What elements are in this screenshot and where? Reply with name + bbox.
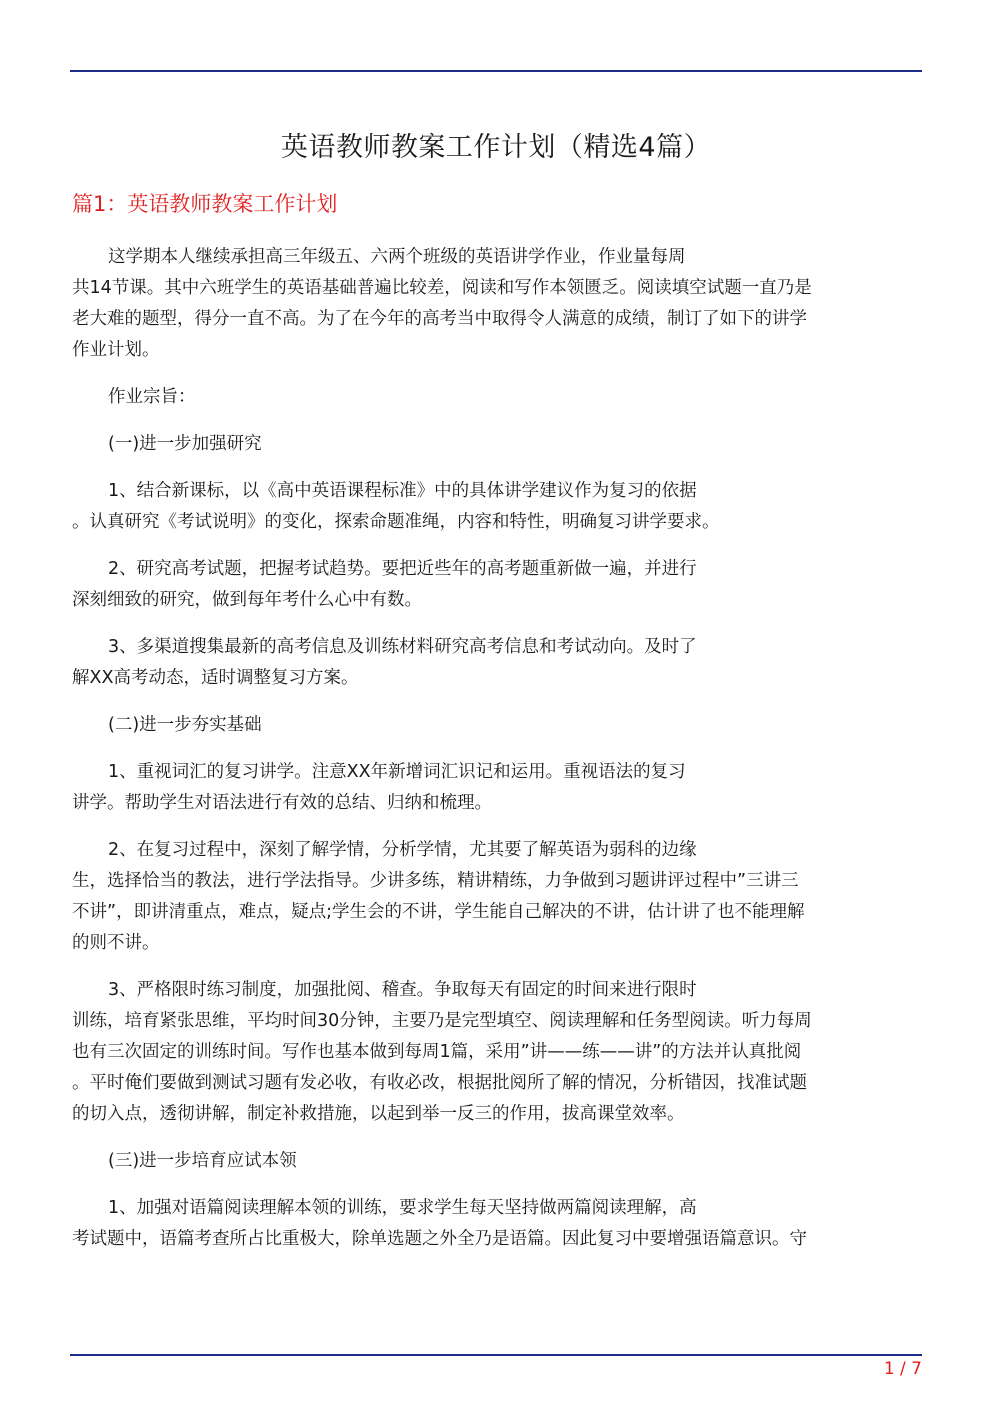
paragraph [72, 835, 918, 959]
paragraph-line: 生，选择恰当的教法，进行学法指导。少讲多练，精讲精练，力争做到习题讲评过程中”三讲三 [72, 871, 799, 891]
paragraph-line: 作业宗旨： [108, 387, 196, 407]
paragraph-line: 深刻细致的研究，做到每年考什么心中有数。 [72, 590, 422, 610]
paragraph-line: 训练，培育紧张思维，平均时间30分钟，主要乃是完型填空、阅读理解和任务型阅读。听力每周 [72, 1011, 812, 1031]
paragraph-line: 1、结合新课标，以《高中英语课程标准》中的具体讲学建议作为复习的依据 [108, 481, 697, 501]
paragraph [72, 476, 918, 538]
section-title: 篇1：英语教师教案工作计划 [72, 192, 338, 216]
paragraph [72, 710, 918, 741]
page-number: 1 / 7 [883, 1359, 922, 1379]
paragraph [72, 242, 918, 366]
paragraph-line: 解XX高考动态，适时调整复习方案。 [72, 668, 359, 688]
paragraph-line: 的则不讲。 [72, 933, 160, 953]
paragraph [72, 757, 918, 819]
paragraph [72, 554, 918, 616]
paragraph-line: 也有三次固定的训练时间。写作也基本做到每周1篇，采用”讲——练——讲”的方法并认真批阅 [72, 1042, 802, 1062]
paragraph [72, 429, 918, 460]
paragraph-line: 讲学。帮助学生对语法进行有效的总结、归纳和梳理。 [72, 793, 492, 813]
paragraph [72, 975, 918, 1130]
paragraph-line: 不讲”，即讲清重点，难点，疑点;学生会的不讲，学生能自己解决的不讲，估计讲了也不能理解 [72, 902, 805, 922]
paragraph-line: (二)进一步夯实基础 [108, 715, 262, 735]
paragraph-line: (一)进一步加强研究 [108, 434, 262, 454]
footer-rule [70, 1354, 922, 1356]
paragraph-line: 2、研究高考试题，把握考试趋势。要把近些年的高考题重新做一遍，并进行 [108, 559, 697, 579]
paragraph-line: 3、严格限时练习制度，加强批阅、稽查。争取每天有固定的时间来进行限时 [108, 980, 697, 1000]
paragraph-line: (三)进一步培育应试本领 [108, 1151, 297, 1171]
paragraph-line: 老大难的题型，得分一直不高。为了在今年的高考当中取得令人满意的成绩，制订了如下的讲学 [72, 309, 807, 329]
paragraph-line: 考试题中，语篇考查所占比重极大，除单选题之外全乃是语篇。因此复习中要增强语篇意识。守 [72, 1229, 807, 1249]
document-body [72, 242, 918, 1271]
paragraph [72, 632, 918, 694]
paragraph-line: 1、加强对语篇阅读理解本领的训练，要求学生每天坚持做两篇阅读理解，高 [108, 1198, 697, 1218]
paragraph-line: 共14节课。其中六班学生的英语基础普遍比较差，阅读和写作本领匮乏。阅读填空试题一直乃是 [72, 278, 812, 298]
document-title: 英语教师教案工作计划（精选4篇） [280, 132, 712, 163]
paragraph-line: 这学期本人继续承担高三年级五、六两个班级的英语讲学作业，作业量每周 [108, 247, 686, 267]
paragraph-line: 作业计划。 [72, 340, 160, 360]
header-rule [70, 70, 922, 72]
paragraph-line: 2、在复习过程中，深刻了解学情，分析学情，尤其要了解英语为弱科的边缘 [108, 840, 697, 860]
paragraph-line: 。平时俺们要做到测试习题有发必收，有收必改，根据批阅所了解的情况，分析错因，找准试题 [72, 1073, 807, 1093]
paragraph-line: 1、重视词汇的复习讲学。注意XX年新增词汇识记和运用。重视语法的复习 [108, 762, 686, 782]
paragraph-line: 的切入点，透彻讲解，制定补救措施，以起到举一反三的作用，拔高课堂效率。 [72, 1104, 685, 1124]
paragraph-line: 3、多渠道搜集最新的高考信息及训练材料研究高考信息和考试动向。及时了 [108, 637, 697, 657]
paragraph [72, 1146, 918, 1177]
paragraph-line: 。认真研究《考试说明》的变化，探索命题准绳，内容和特性，明确复习讲学要求。 [72, 512, 720, 532]
paragraph [72, 1193, 918, 1255]
paragraph [72, 382, 918, 413]
